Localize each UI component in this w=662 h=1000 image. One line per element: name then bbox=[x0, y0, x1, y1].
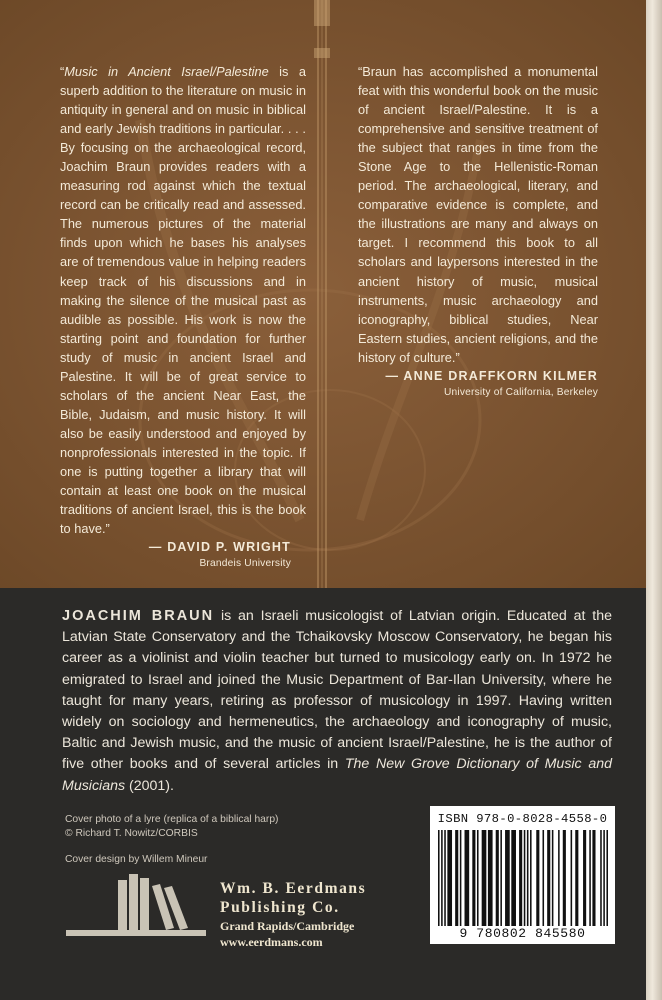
barcode-bar bbox=[592, 830, 595, 926]
bio-text: is an Israeli musicologist of Latvian origin. Educated at the Latvian State Conservatory and the Tchaikovsky Moscow Conservatory, he began his career as a violinist and violin teacher but turned to musicology early on. In 1972 he emigrated to Israel and joined the Music Department of Bar-Ilan University, where he taught for many years, retiring as professor of musicology in 1997. Having written widely on sociology and hermeneutics, the archaeology and iconography of music, Baltic and Jewish music, and the music of ancient Israel/Palestine, he is the author of five other books and of several articles in bbox=[62, 608, 613, 773]
barcode-bar bbox=[477, 830, 479, 926]
barcode-bar bbox=[496, 830, 499, 926]
barcode-bar bbox=[536, 830, 539, 926]
isbn-text: ISBN 978-0-8028-4558-0 bbox=[437, 812, 608, 826]
eerdmans-books-logo-icon bbox=[66, 866, 211, 946]
barcode-bar bbox=[482, 830, 487, 926]
barcode-bar bbox=[460, 830, 462, 926]
barcode-bar bbox=[600, 830, 602, 926]
barcode-bar bbox=[519, 830, 522, 926]
publisher-block bbox=[220, 879, 366, 950]
reviewer-affiliation: University of California, Berkeley bbox=[443, 387, 598, 398]
barcode-bar bbox=[488, 830, 493, 926]
barcode-bar bbox=[603, 830, 605, 926]
barcode-bar bbox=[444, 830, 446, 926]
isbn-barcode bbox=[430, 806, 615, 944]
author-biography bbox=[62, 606, 612, 797]
bio-italic-title: The New Grove Dictionary of Music and Musicians bbox=[62, 756, 612, 794]
barcode-bar bbox=[589, 830, 591, 926]
barcode-bar bbox=[441, 830, 443, 926]
barcode-bar bbox=[558, 830, 560, 926]
review-quote-wright bbox=[60, 62, 306, 538]
barcode-bar bbox=[563, 830, 566, 926]
design-credit: Cover design by Willem Mineur bbox=[65, 854, 208, 865]
barcode-bar bbox=[606, 830, 608, 926]
review-attribution-wright bbox=[149, 540, 291, 569]
barcode-bar bbox=[571, 830, 573, 926]
photo-credit bbox=[65, 813, 278, 840]
barcode-number: 9 780802 845580 bbox=[459, 926, 586, 941]
open-quote: “ bbox=[60, 64, 65, 79]
barcode-bar bbox=[575, 830, 578, 926]
review-attribution-kilmer bbox=[385, 369, 598, 398]
reviewer-affiliation: Brandeis University bbox=[199, 558, 291, 569]
reviewer-name: — DAVID P. WRIGHT bbox=[148, 540, 291, 554]
barcode-bars bbox=[438, 830, 608, 926]
photo-credit-line: Cover photo of a lyre (replica of a biblical harp) bbox=[65, 814, 279, 825]
author-name: JOACHIM BRAUN bbox=[62, 608, 215, 624]
publisher-name-line2: Publishing Co. bbox=[220, 899, 340, 916]
barcode-bar bbox=[472, 830, 475, 926]
page-edge bbox=[646, 0, 662, 1000]
barcode-bar bbox=[530, 830, 532, 926]
barcode-bar bbox=[552, 830, 554, 926]
barcode-bar bbox=[527, 830, 529, 926]
barcode-bar bbox=[465, 830, 470, 926]
barcode-bar bbox=[438, 830, 440, 926]
barcode-bar bbox=[583, 830, 586, 926]
publisher-name: Wm. B. Eerdmans bbox=[220, 880, 367, 897]
barcode-bar bbox=[543, 830, 545, 926]
quote-body: is a superb addition to the literature on music in antiquity in general and on music in biblical and early Jewish traditions in particular. . . . By focusing on the archaeological record, Joachim Braun provides readers with a measuring rod against which the textual record can be critically read and assessed. The numerous pictures of the material finds upon which he bases his analyses are of tremendous value in helping readers keep track of his discussions and in making the silence of the musical past as audible as possible. His work is now the starting point and foundation for further study of music in ancient Israel and Palestine. It will be of great service to scholars of the ancient Near East, the Bible, Judaism, and music history. It will also be easily understood and enjoyed by nonprofessionals interested in the topic. If one is putting together a library that will contain at least one book on the musical traditions of ancient Israel, this is the book to have.” bbox=[60, 64, 306, 537]
reviewer-name: — ANNE DRAFFKORN KILMER bbox=[385, 369, 598, 383]
barcode-bar bbox=[447, 830, 452, 926]
photo-credit-line: © Richard T. Nowitz/CORBIS bbox=[65, 827, 198, 839]
barcode-bar bbox=[500, 830, 502, 926]
barcode-bar bbox=[524, 830, 526, 926]
review-quote-kilmer: “Braun has accomplished a monumental feat with this wonderful book on the music of ancient Israel/Palestine. It is a comprehensive and sensitive treatment of the subject that ranges in time from the Stone Age to the Hellenistic-Roman period. The archaeological, literary, and comparative evidence is complete, and the illustrations are many and always on target. I recommend this book to all scholars and laypersons interested in the ancient history of music, musical instruments, music archaeology and iconography, biblical studies, Near Eastern studies, ancient religions, and the history of culture.” bbox=[358, 64, 598, 365]
bio-text-end: (2001). bbox=[125, 777, 174, 794]
barcode-bar bbox=[455, 830, 458, 926]
barcode-bar bbox=[511, 830, 516, 926]
publisher-website: www.eerdmans.com bbox=[220, 935, 323, 949]
publisher-location: Grand Rapids/Cambridge bbox=[220, 919, 355, 933]
barcode-bar bbox=[547, 830, 550, 926]
barcode-bar bbox=[505, 830, 510, 926]
book-title-italic: Music in Ancient Israel/Palestine bbox=[64, 64, 269, 79]
